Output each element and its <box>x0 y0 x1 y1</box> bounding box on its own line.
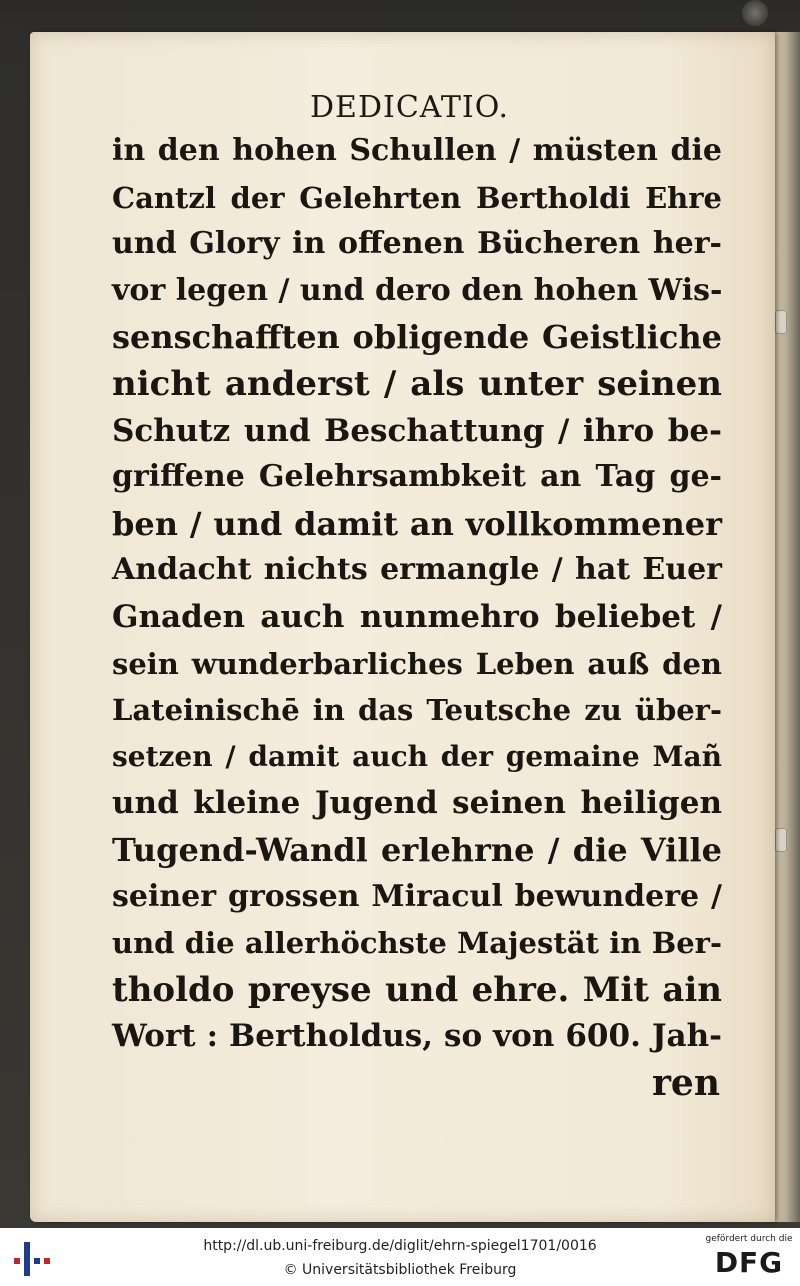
text-line: und die allerhöchste Majestät in Ber- <box>112 926 722 961</box>
text-line: tholdo preyse und ehre. Mit ain <box>112 969 722 1010</box>
text-line: Cantzl der Gelehrten Bertholdi Ehre <box>112 180 722 215</box>
text-line: Lateinischē in das Teutsche zu über- <box>112 693 722 728</box>
copyright-notice: © Universitätsbibliothek Freiburg <box>283 1262 517 1278</box>
text-line: und kleine Jugend seinen heiligen <box>112 785 722 822</box>
text-line: vor legen / und dero den hohen Wis- <box>112 272 723 308</box>
text-line: Tugend-Wandl erlehrne / die Ville <box>112 830 722 869</box>
text-line: Wort : Bertholdus, so von 600. Jah- <box>112 1018 722 1055</box>
permalink[interactable]: http://dl.ub.uni-freiburg.de/diglit/ehrn-spiegel1701/0016 <box>203 1238 597 1254</box>
text-line: griffene Gelehrsambkeit an Tag ge- <box>112 459 722 495</box>
text-line: sein wunderbarliches Leben auß den <box>112 646 722 681</box>
page-clip-icon <box>775 310 787 334</box>
text-line: ben / und damit an vollkommener <box>112 504 722 543</box>
text-line: und Glory in offenen Bücheren her- <box>112 226 722 262</box>
text-line: Andacht nichts ermangle / hat Euer <box>112 552 722 588</box>
page-text <box>112 128 722 1060</box>
text-line: in den hohen Schullen / müsten die <box>112 133 722 168</box>
scanner-clamp-icon <box>742 0 768 26</box>
text-line: setzen / damit auch der gemaine Mañ <box>112 739 722 773</box>
page-clip-icon <box>775 828 787 852</box>
funding-label: gefördert durch die <box>705 1234 793 1244</box>
text-line: nicht anderst / als unter seinen <box>112 363 722 404</box>
text-line: senschafften obligende Geistliche <box>112 318 722 357</box>
text-line: Schutz und Beschattung / ihro be- <box>112 412 722 449</box>
running-head: DEDICATIO. <box>310 90 510 125</box>
text-line: seiner grossen Miracul bewundere / <box>112 878 722 914</box>
catchword: ren <box>651 1062 720 1104</box>
text-line: Gnaden auch nunmehro beliebet / <box>112 598 722 635</box>
dfg-logo: DFG <box>714 1246 784 1279</box>
page-edge <box>772 32 800 1222</box>
